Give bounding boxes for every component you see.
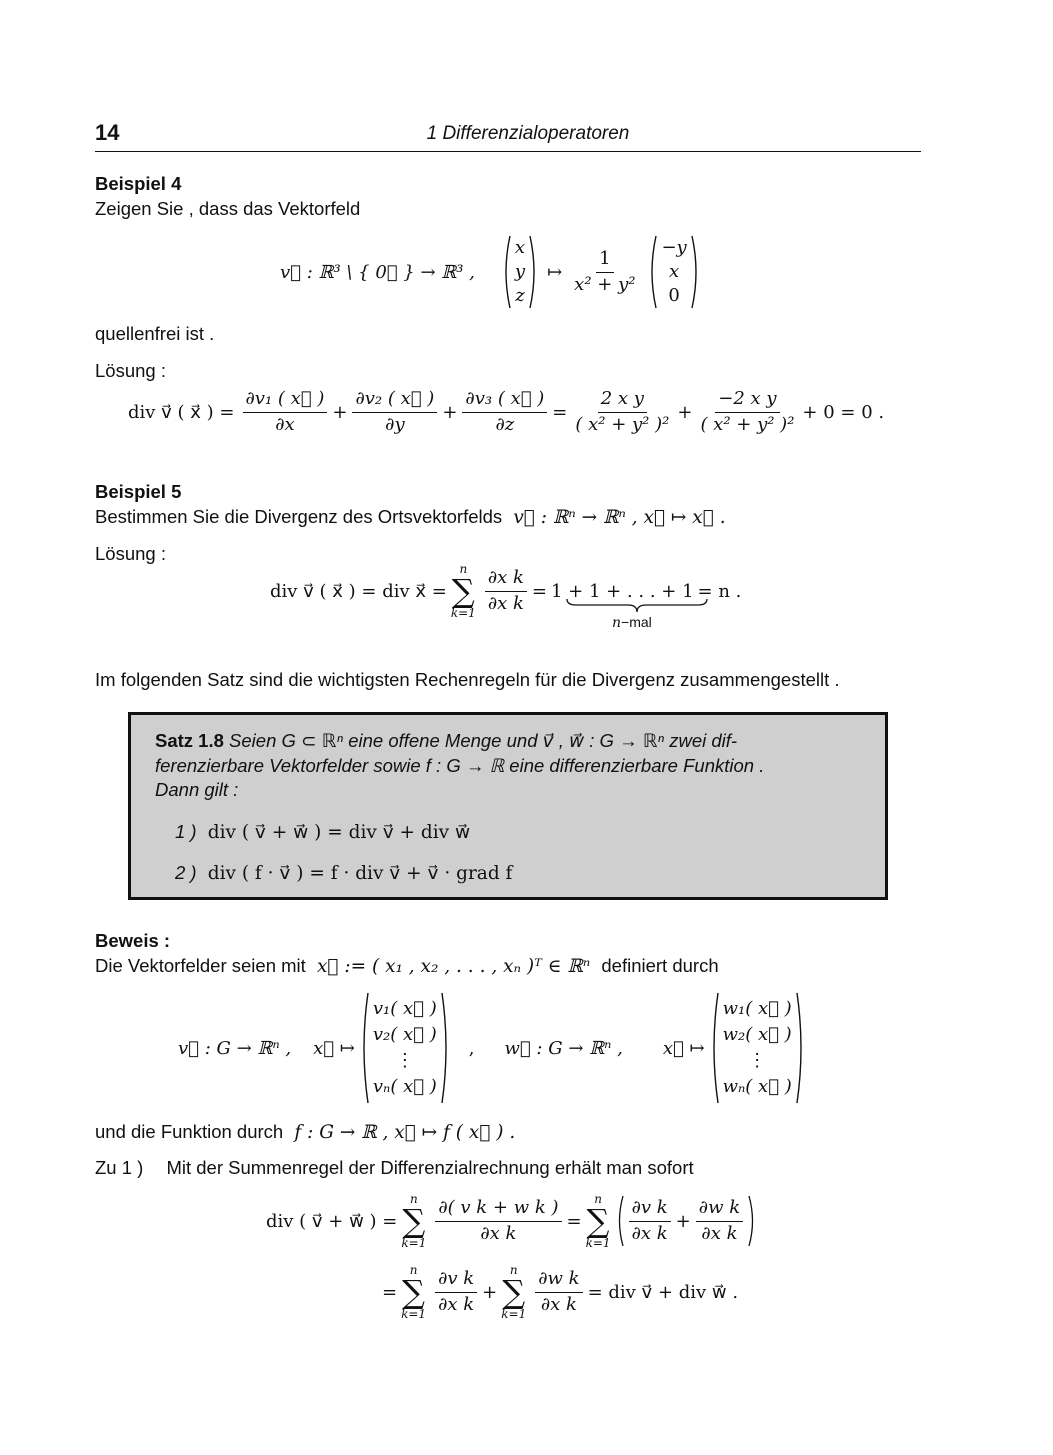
beispiel5-divergence: div v⃗ ( x⃗ ) = div x⃗ = n ∑ k=1 $\frac{\text{∂x k}}{\text{∂x k}}$ = 1 + 1 + . . . + 1 = n . (270, 562, 742, 620)
b5-frac-den: ∂x k (487, 592, 524, 614)
satz-line3: Dann gilt : (155, 779, 239, 800)
vec-in-x: x (514, 236, 526, 258)
brace-label: n−mal (612, 614, 652, 631)
w-mapsto: x⃗ ↦ (662, 1037, 705, 1059)
page-number: 14 (95, 120, 120, 145)
beweis-function: und die Funktion durch f : G → ℝ , x⃗ ↦ f ( x⃗ ) . (95, 1121, 516, 1143)
beispiel5-intro: Bestimmen Sie die Divergenz des Ortsvektorfelds (95, 506, 503, 527)
satz-rule2: 2 ) div ( f · v⃗ ) = f · div v⃗ + v⃗ · grad f (175, 862, 513, 884)
beispiel4-title: Beispiel 4 (95, 173, 182, 194)
zu1-eq2: = n ∑ k=1 $\frac{\text{∂v k}}{\text{∂x k}}$ + n ∑ k=1 $\frac{\text{∂w k}}{\text{∂x k}}$ = div v⃗ + div w⃗ . (382, 1263, 739, 1321)
right-paren-icon (691, 234, 701, 310)
beweis-vector-fields: v⃗ : G → ℝⁿ , x⃗ ↦ v₁( x⃗ ) v₂( x⃗ ) ⋮ vₙ( x⃗ ) , w⃗ : G → ℝⁿ , x⃗ ↦ w₁( x⃗ ) w₂( x⃗ ) ⋮ wₙ( x⃗ ) (178, 990, 810, 1106)
mapping-lhs: v⃗ : ℝ³ \ { 0⃗ } → ℝ³ , (280, 261, 475, 283)
beispiel5-intro-math: v⃗ : ℝⁿ → ℝⁿ , x⃗ ↦ x⃗ . (513, 507, 726, 528)
sum-icon: n ∑ k=1 (450, 562, 476, 620)
satz-label: Satz 1.8 (155, 730, 224, 751)
right-paren-icon (441, 991, 451, 1105)
w-map: w⃗ : G → ℝⁿ , (504, 1037, 623, 1059)
right-paren-icon (748, 1194, 757, 1248)
v-map: v⃗ : G → ℝⁿ , (178, 1037, 292, 1059)
left-paren-icon (709, 991, 719, 1105)
term1-den: ∂x (275, 413, 295, 435)
frac-den: x² + y² (574, 273, 636, 295)
term1-num: ∂v₁ ( x⃗ ) (243, 389, 328, 413)
vec-out-2: x (669, 260, 680, 282)
term3-num: ∂v₃ ( x⃗ ) (462, 389, 547, 413)
right-paren-icon (796, 991, 806, 1105)
term3-den: ∂z (495, 413, 515, 435)
rhs1-den: ( x² + y² )² (575, 413, 670, 435)
left-paren-icon (359, 991, 369, 1105)
sum-icon: n ∑ k=1 (401, 1192, 427, 1250)
vector-out (647, 234, 700, 310)
beispiel4-after: quellenfrei ist . (95, 323, 215, 344)
left-paren-icon (501, 234, 511, 310)
vec-in-z: z (515, 285, 525, 307)
zu1-eq1: div ( v⃗ + w⃗ ) = n ∑ k=1 $\frac{\text{∂( v k + w k )}}{\text{∂x k}}$ = n ∑ k=1 $\frac{\text{∂v k}}{\text{∂x k}}$ + $\frac{\text{∂w k}}{\text{∂x k}}$ (266, 1192, 757, 1250)
vec-out-3: 0 (668, 285, 680, 307)
div-tail: + 0 = 0 . (802, 401, 885, 423)
beweis-intro: Die Vektorfelder seien mit x⃗ := ( x₁ , x₂ , . . . , xₙ )ᵀ ∈ ℝⁿ definiert durch (95, 955, 719, 977)
frac-num: 1 (596, 249, 613, 273)
zu1-line: Zu 1 ) Mit der Summenregel der Differenzialrechnung erhält man sofort (95, 1157, 694, 1178)
sum-icon: n ∑ k=1 (501, 1263, 527, 1321)
sum-icon: n ∑ k=1 (401, 1263, 427, 1321)
term2-num: ∂v₂ ( x⃗ ) (352, 389, 437, 413)
satz-box (128, 712, 888, 900)
transition-text: Im folgenden Satz sind die wichtigsten Rechenregeln für die Divergenz zusammengestellt . (95, 669, 840, 690)
right-paren-icon (529, 234, 539, 310)
v-mapsto: x⃗ ↦ (313, 1037, 355, 1059)
vec-in-y: y (514, 260, 526, 282)
sum-icon: n ∑ k=1 (585, 1192, 611, 1250)
beispiel4-loesung: Lösung : (95, 360, 166, 381)
b5-result: = n . (697, 580, 742, 602)
beispiel4-intro: Zeigen Sie , dass das Vektorfeld (95, 198, 361, 219)
beispiel5-loesung: Lösung : (95, 543, 166, 564)
vec-out-1: −y (661, 236, 687, 258)
beispiel4-mapping (280, 232, 705, 312)
left-paren-icon (615, 1194, 624, 1248)
b5-lhs: div v⃗ ( x⃗ ) = div x⃗ = (270, 580, 447, 602)
w-vector: w₁( x⃗ ) w₂( x⃗ ) ⋮ wₙ( x⃗ ) (709, 991, 806, 1105)
running-header (95, 118, 921, 152)
b5-ones: 1 + 1 + . . . + 1 (551, 580, 694, 602)
beweis-title: Beweis : (95, 930, 171, 951)
beispiel5-title: Beispiel 5 (95, 481, 182, 502)
rhs1-num: 2 x y (598, 389, 647, 413)
rhs2-num: −2 x y (715, 389, 779, 413)
b5-frac-num: ∂x k (485, 568, 527, 592)
satz-line1: Satz 1.8 Seien G ⊂ ℝⁿ eine offene Menge und v⃗ , w⃗ : G → ℝⁿ zwei dif- (155, 730, 738, 751)
vector-in (501, 234, 539, 310)
mapsto-symbol: ↦ (547, 261, 563, 283)
left-paren-icon (647, 234, 657, 310)
div-lhs: div v⃗ ( x⃗ ) = (128, 401, 235, 423)
satz-rule1: 1 ) div ( v⃗ + w⃗ ) = div v⃗ + div w⃗ (175, 821, 471, 843)
beispiel5-intro-line (95, 506, 726, 528)
v-vector: v₁( x⃗ ) v₂( x⃗ ) ⋮ vₙ( x⃗ ) (359, 991, 451, 1105)
satz-line2: ferenzierbare Vektorfelder sowie f : G → ℝ eine differenzierbare Funktion . (155, 755, 765, 776)
chapter-title: 1 Differenzialoperatoren (426, 123, 630, 144)
underbrace-icon (566, 598, 708, 614)
term2-den: ∂y (385, 413, 405, 435)
beispiel4-divergence: div v⃗ ( x⃗ ) = $\frac{\text{∂v₁ ( x⃗ )}}{\partial x}$ + $\frac{\text{∂v₂ ( x⃗ )}}{\partial y}$ + $\frac{\text{∂v₃ ( x⃗ )}}{\partial z}$ = $\frac{\text{2 x y}}{\text{( x² + y² )²}}$ + $\frac{\text{−2 x y}}{\text{( x² + y² )²}}$ + 0 = 0 . (128, 387, 885, 435)
rhs2-den: ( x² + y² )² (700, 413, 795, 435)
